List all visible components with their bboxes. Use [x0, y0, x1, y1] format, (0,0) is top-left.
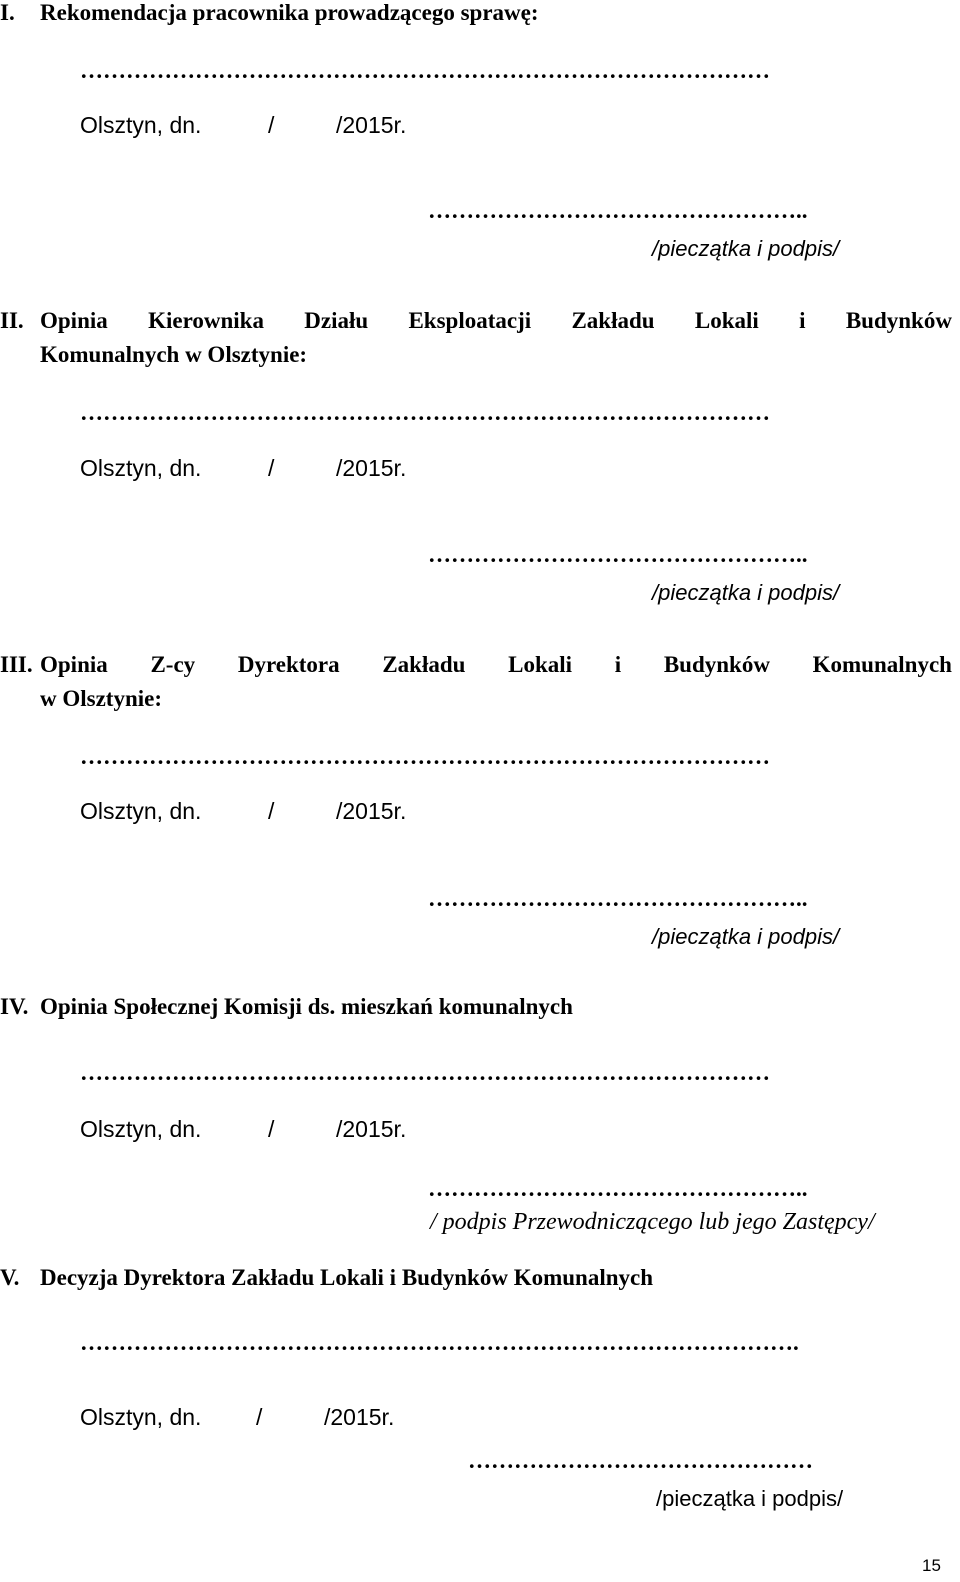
date-slash: /: [268, 1116, 275, 1142]
date-label: Olsztyn, dn.: [80, 798, 202, 824]
heading-word: Zakładu: [571, 308, 655, 333]
heading-word: Działu: [304, 308, 369, 333]
date-label: Olsztyn, dn.: [80, 455, 202, 481]
date-year: /2015r.: [336, 112, 407, 138]
heading-word: Lokali: [508, 652, 573, 677]
date-slash: /: [268, 798, 275, 824]
signature-dotted-line: …………………………………………..: [428, 198, 808, 223]
section-number: IV.: [0, 994, 29, 1019]
signature-dotted-line: ………………………………………: [468, 1448, 813, 1473]
date-slash: /: [268, 112, 275, 138]
section-heading: Decyzja Dyrektora Zakładu Lokali i Budynków Komunalnych: [40, 1265, 654, 1290]
heading-word: i: [614, 652, 622, 677]
section-heading-line1: [40, 308, 952, 334]
heading-word: i: [799, 308, 806, 333]
heading-word: Opinia: [40, 308, 108, 333]
date-label: Olsztyn, dn.: [80, 1404, 202, 1430]
heading-word: Kierownika: [148, 308, 264, 333]
signature-dotted-line: …………………………………………..: [428, 886, 808, 911]
answer-dotted-line: ………………………………………………………………………………: [80, 400, 770, 425]
heading-word: Lokali: [694, 308, 759, 333]
answer-dotted-line: ………………………………………………………………………………: [80, 1060, 770, 1085]
answer-dotted-line: ………………………………………………………………………………: [80, 58, 770, 83]
signature-label: /pieczątka i podpis/: [652, 580, 840, 605]
answer-dotted-line: ………………………………………………………………………………: [80, 744, 770, 769]
date-year: /2015r.: [324, 1404, 395, 1430]
date-label: Olsztyn, dn.: [80, 112, 202, 138]
section-number: I.: [0, 0, 15, 25]
date-label: Olsztyn, dn.: [80, 1116, 202, 1142]
heading-word: Komunalnych: [812, 652, 952, 677]
date-year: /2015r.: [336, 798, 407, 824]
heading-word: Budynków: [663, 652, 770, 677]
heading-word: Eksploatacji: [408, 308, 532, 333]
section-number: II.: [0, 308, 24, 333]
answer-dotted-line: ………………………………………………………………………………….: [80, 1330, 799, 1355]
signature-label: /pieczątka i podpis/: [652, 924, 840, 949]
date-slash: /: [268, 455, 275, 481]
section-heading-line2: w Olsztynie:: [40, 686, 163, 711]
section-heading: Opinia Społecznej Komisji ds. mieszkań komunalnych: [40, 994, 573, 1019]
section-number: V.: [0, 1265, 20, 1290]
heading-word: Dyrektora: [237, 652, 340, 677]
signature-label: / podpis Przewodniczącego lub jego Zastępcy/: [430, 1209, 875, 1235]
heading-word: Zakładu: [382, 652, 466, 677]
page-number: 15: [922, 1556, 941, 1575]
section-heading-line2: Komunalnych w Olsztynie:: [40, 342, 308, 367]
section-heading: Rekomendacja pracownika prowadzącego sprawę:: [40, 0, 539, 25]
date-year: /2015r.: [336, 455, 407, 481]
signature-dotted-line: …………………………………………..: [428, 542, 808, 567]
heading-word: Opinia: [40, 652, 108, 677]
date-slash: /: [256, 1404, 263, 1430]
signature-label: /pieczątka i podpis/: [656, 1486, 844, 1511]
heading-word: Z-cy: [150, 652, 196, 677]
date-year: /2015r.: [336, 1116, 407, 1142]
signature-dotted-line: …………………………………………..: [428, 1176, 808, 1201]
section-heading-line1: [40, 652, 952, 678]
signature-label: /pieczątka i podpis/: [652, 236, 840, 261]
heading-word: Budynków: [845, 308, 952, 333]
section-number: III.: [0, 652, 33, 677]
